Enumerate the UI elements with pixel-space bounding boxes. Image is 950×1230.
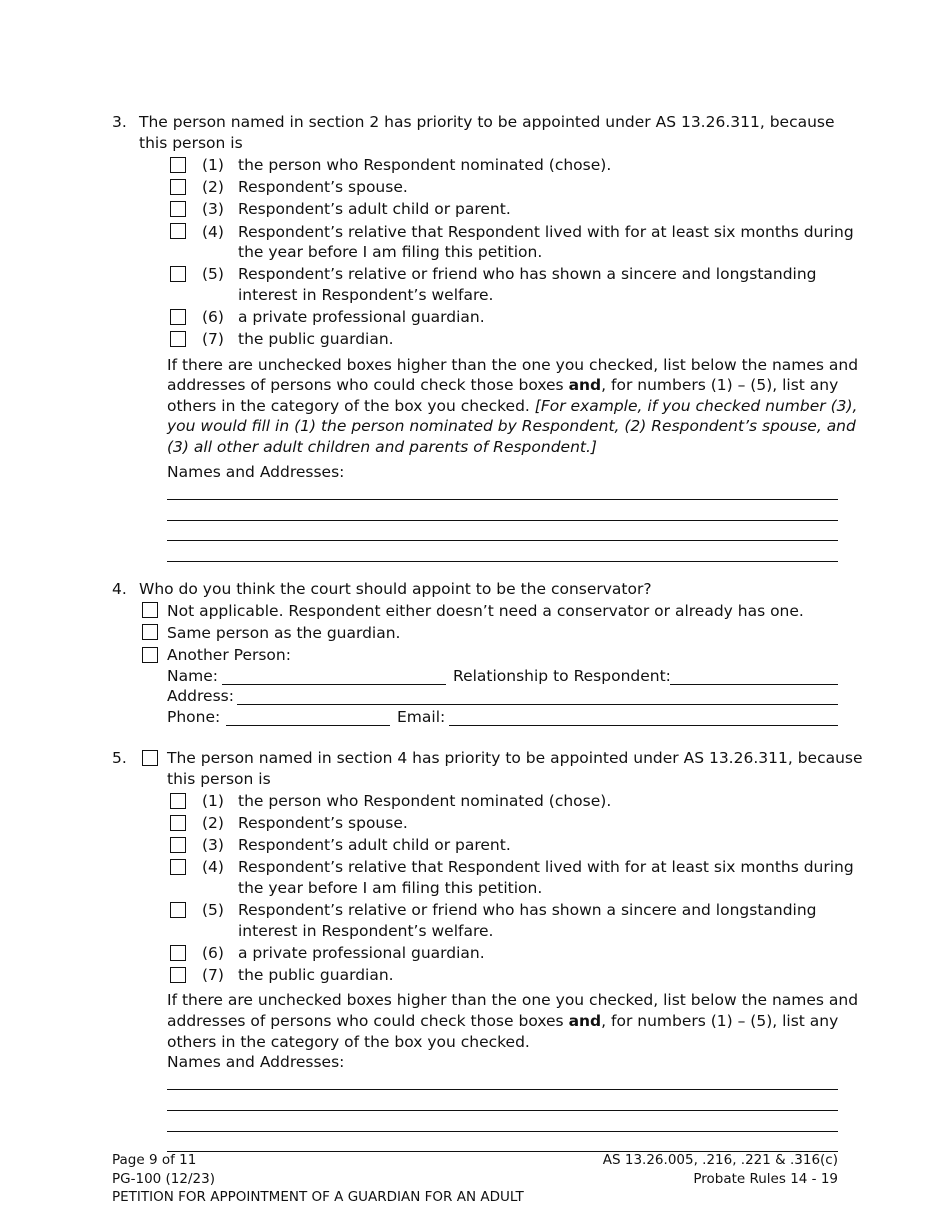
instructions: addresses of persons who could check those boxes and, for numbers (1) – (5), list any	[167, 376, 839, 394]
form-id: PG-100 (12/23)	[112, 1171, 215, 1187]
name-field[interactable]	[222, 666, 446, 685]
names-addresses-line[interactable]	[167, 502, 838, 521]
option-3-checkbox[interactable]	[170, 201, 186, 217]
names-addresses-label: Names and Addresses:	[167, 1053, 345, 1071]
instructions-example: (3) all other adult children and parents of Respondent.]	[167, 438, 597, 456]
option-5-checkbox[interactable]	[170, 902, 186, 918]
probate-rules: Probate Rules 14 - 19	[693, 1171, 838, 1187]
option-3-checkbox[interactable]	[170, 837, 186, 853]
phone-field[interactable]	[226, 707, 390, 726]
option-label: Respondent’s relative or friend who has shown a sincere and longstanding	[238, 901, 817, 919]
option-6-checkbox[interactable]	[170, 309, 186, 325]
option-number: (5)	[202, 265, 224, 283]
names-addresses-label: Names and Addresses:	[167, 463, 345, 481]
section-number: 5.	[112, 749, 127, 767]
names-addresses-line[interactable]	[167, 522, 838, 541]
option-number: (2)	[202, 178, 224, 196]
option-label: Respondent’s adult child or parent.	[238, 836, 511, 854]
relationship-label: Relationship to Respondent:	[453, 667, 671, 685]
name-label: Name:	[167, 667, 218, 685]
names-addresses-line[interactable]	[167, 481, 838, 500]
option-2-checkbox[interactable]	[170, 815, 186, 831]
option-label: Same person as the guardian.	[167, 624, 401, 642]
option-label: the public guardian.	[238, 966, 394, 984]
option-number: (1)	[202, 792, 224, 810]
option-label: Respondent’s relative that Respondent lived with for at least six months during	[238, 858, 854, 876]
address-label: Address:	[167, 687, 234, 705]
option-label: Respondent’s adult child or parent.	[238, 200, 511, 218]
option-label: Respondent’s relative that Respondent lived with for at least six months during	[238, 223, 854, 241]
names-addresses-line[interactable]	[167, 1133, 838, 1152]
option-5-checkbox[interactable]	[170, 266, 186, 282]
another-person-checkbox[interactable]	[142, 647, 158, 663]
section-question: Who do you think the court should appoint to be the conservator?	[139, 580, 652, 598]
section-5-checkbox[interactable]	[142, 750, 158, 766]
names-addresses-line[interactable]	[167, 543, 838, 562]
option-4-checkbox[interactable]	[170, 223, 186, 239]
option-label-cont: interest in Respondent’s welfare.	[238, 922, 494, 940]
option-label: Another Person:	[167, 646, 291, 664]
option-number: (6)	[202, 944, 224, 962]
option-number: (6)	[202, 308, 224, 326]
option-7-checkbox[interactable]	[170, 967, 186, 983]
email-field[interactable]	[449, 707, 838, 726]
section-intro: The person named in section 2 has priority to be appointed under AS 13.26.311, because	[139, 113, 835, 131]
page-number: Page 9 of 11	[112, 1152, 197, 1168]
option-1-checkbox[interactable]	[170, 157, 186, 173]
option-label-cont: interest in Respondent’s welfare.	[238, 286, 494, 304]
same-as-guardian-checkbox[interactable]	[142, 624, 158, 640]
option-1-checkbox[interactable]	[170, 793, 186, 809]
option-label: Respondent’s spouse.	[238, 178, 408, 196]
instructions-example: you would fill in (1) the person nominated by Respondent, (2) Respondent’s spouse, and	[167, 417, 856, 435]
option-4-checkbox[interactable]	[170, 859, 186, 875]
names-addresses-line[interactable]	[167, 1113, 838, 1132]
option-number: (3)	[202, 200, 224, 218]
instructions: others in the category of the box you checked. [For example, if you checked number (3),	[167, 397, 858, 415]
relationship-field[interactable]	[670, 666, 838, 685]
option-number: (3)	[202, 836, 224, 854]
instructions: addresses of persons who could check those boxes and, for numbers (1) – (5), list any	[167, 1012, 839, 1030]
option-number: (2)	[202, 814, 224, 832]
section-number: 3.	[112, 113, 127, 131]
option-label: the person who Respondent nominated (chose).	[238, 156, 612, 174]
not-applicable-checkbox[interactable]	[142, 602, 158, 618]
section-intro-cont: this person is	[167, 770, 271, 788]
instructions: others in the category of the box you checked.	[167, 1033, 530, 1051]
names-addresses-line[interactable]	[167, 1092, 838, 1111]
option-number: (7)	[202, 966, 224, 984]
option-label: the public guardian.	[238, 330, 394, 348]
statute-reference: AS 13.26.005, .216, .221 & .316(c)	[602, 1152, 838, 1168]
option-label: Not applicable. Respondent either doesn’t need a conservator or already has one.	[167, 602, 804, 620]
option-6-checkbox[interactable]	[170, 945, 186, 961]
email-label: Email:	[397, 708, 446, 726]
instructions: If there are unchecked boxes higher than the one you checked, list below the names and	[167, 356, 859, 374]
option-label: Respondent’s relative or friend who has shown a sincere and longstanding	[238, 265, 817, 283]
option-2-checkbox[interactable]	[170, 179, 186, 195]
phone-label: Phone:	[167, 708, 221, 726]
address-field[interactable]	[237, 686, 838, 705]
option-label: a private professional guardian.	[238, 944, 485, 962]
option-label: the person who Respondent nominated (chose).	[238, 792, 612, 810]
section-number: 4.	[112, 580, 127, 598]
form-title: PETITION FOR APPOINTMENT OF A GUARDIAN FOR AN ADULT	[112, 1189, 524, 1205]
option-number: (4)	[202, 858, 224, 876]
option-label-cont: the year before I am filing this petition.	[238, 243, 543, 261]
option-label: a private professional guardian.	[238, 308, 485, 326]
option-number: (5)	[202, 901, 224, 919]
section-intro-cont: this person is	[139, 134, 243, 152]
instructions: If there are unchecked boxes higher than the one you checked, list below the names and	[167, 991, 859, 1009]
option-number: (1)	[202, 156, 224, 174]
option-label: Respondent’s spouse.	[238, 814, 408, 832]
section-intro: The person named in section 4 has priority to be appointed under AS 13.26.311, because	[167, 749, 863, 767]
option-number: (4)	[202, 223, 224, 241]
option-7-checkbox[interactable]	[170, 331, 186, 347]
option-number: (7)	[202, 330, 224, 348]
names-addresses-line[interactable]	[167, 1071, 838, 1090]
option-label-cont: the year before I am filing this petition.	[238, 879, 543, 897]
